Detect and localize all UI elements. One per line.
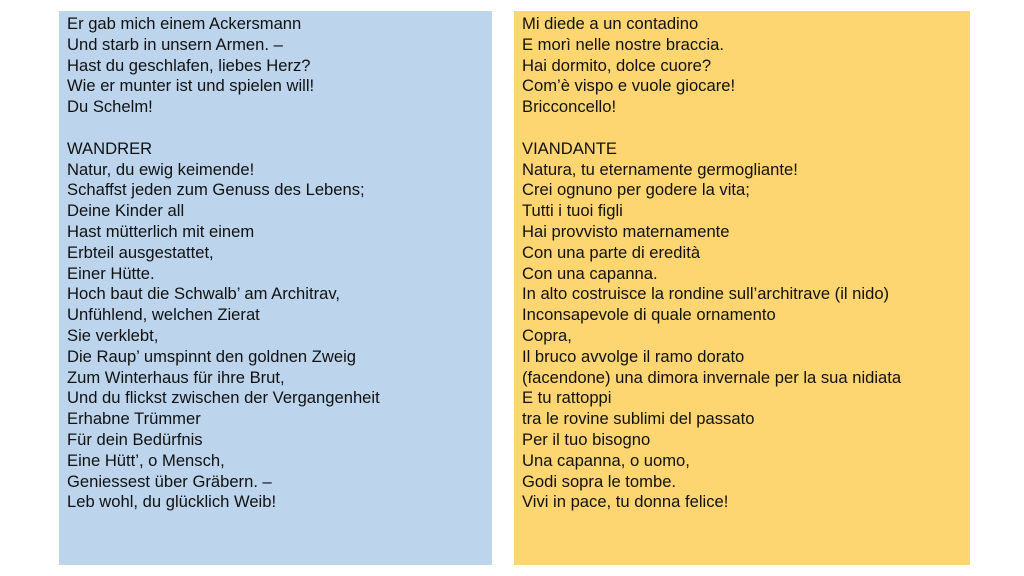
speaker-heading: WANDRER	[67, 138, 153, 158]
text-line: Sie verklebt,	[67, 325, 159, 345]
text-line: Einer Hütte.	[67, 263, 155, 283]
text-line: Natura, tu eternamente germogliante!	[522, 159, 798, 179]
text-line: E morì nelle nostre braccia.	[522, 34, 724, 54]
text-line: Il bruco avvolge il ramo dorato	[522, 346, 745, 366]
text-line: tra le rovine sublimi del passato	[522, 409, 755, 429]
text-line: Erbteil ausgestattet,	[67, 242, 214, 262]
text-line: Hast du geschlafen, liebes Herz?	[67, 55, 311, 75]
text-line: E tu rattoppi	[522, 388, 612, 408]
text-line: Geniessest über Gräbern. –	[67, 471, 272, 491]
text-line: Crei ognuno per godere la vita;	[522, 180, 750, 200]
text-line: Hai provvisto maternamente	[522, 221, 730, 241]
text-line: Com’è vispo e vuole giocare!	[522, 76, 736, 96]
text-line: Er gab mich einem Ackersmann	[67, 14, 302, 33]
text-line: Zum Winterhaus für ihre Brut,	[67, 367, 285, 387]
text-line: Unfühlend, welchen Zierat	[67, 305, 260, 325]
blank-line	[522, 118, 970, 139]
text-line: Con una capanna.	[522, 263, 658, 283]
german-text-panel	[59, 11, 492, 565]
text-line: Die Raup’ umspinnt den goldnen Zweig	[67, 346, 357, 366]
speaker-heading: VIANDANTE	[522, 138, 617, 158]
text-line: Hoch baut die Schwalb’ am Architrav,	[67, 284, 341, 304]
text-line: Tutti i tuoi figli	[522, 201, 623, 221]
text-line: Inconsapevole di quale ornamento	[522, 305, 776, 325]
text-line: Schaffst jeden zum Genuss des Lebens;	[67, 180, 365, 200]
text-line: Für dein Bedürfnis	[67, 429, 203, 449]
text-line: Vivi in pace, tu donna felice!	[522, 492, 729, 512]
text-line: Und du flickst zwischen der Vergangenheit	[67, 388, 380, 408]
text-line: Una capanna, o uomo,	[522, 450, 690, 470]
text-line: Du Schelm!	[67, 97, 153, 117]
text-line: Copra,	[522, 325, 572, 345]
text-line: Godi sopra le tombe.	[522, 471, 677, 491]
blank-line	[67, 118, 492, 139]
text-line: Erhabne Trümmer	[67, 409, 201, 429]
text-line: Natur, du ewig keimende!	[67, 159, 255, 179]
text-line: Bricconcello!	[522, 97, 617, 117]
text-line: Con una parte di eredità	[522, 242, 701, 262]
italian-text-panel	[514, 11, 970, 565]
text-line: Hast mütterlich mit einem	[67, 221, 255, 241]
text-line: In alto costruisce la rondine sull’architrave (il nido)	[522, 284, 890, 304]
text-line: Eine Hütt’, o Mensch,	[67, 450, 225, 470]
text-line: Leb wohl, du glücklich Weib!	[67, 492, 277, 512]
text-line: Mi diede a un contadino	[522, 14, 699, 33]
text-line: Deine Kinder all	[67, 201, 185, 221]
text-line: (facendone) una dimora invernale per la sua nidiata	[522, 367, 902, 387]
text-line: Hai dormito, dolce cuore?	[522, 55, 712, 75]
text-line: Wie er munter ist und spielen will!	[67, 76, 315, 96]
text-line: Per il tuo bisogno	[522, 429, 651, 449]
text-line: Und starb in unsern Armen. –	[67, 34, 283, 54]
